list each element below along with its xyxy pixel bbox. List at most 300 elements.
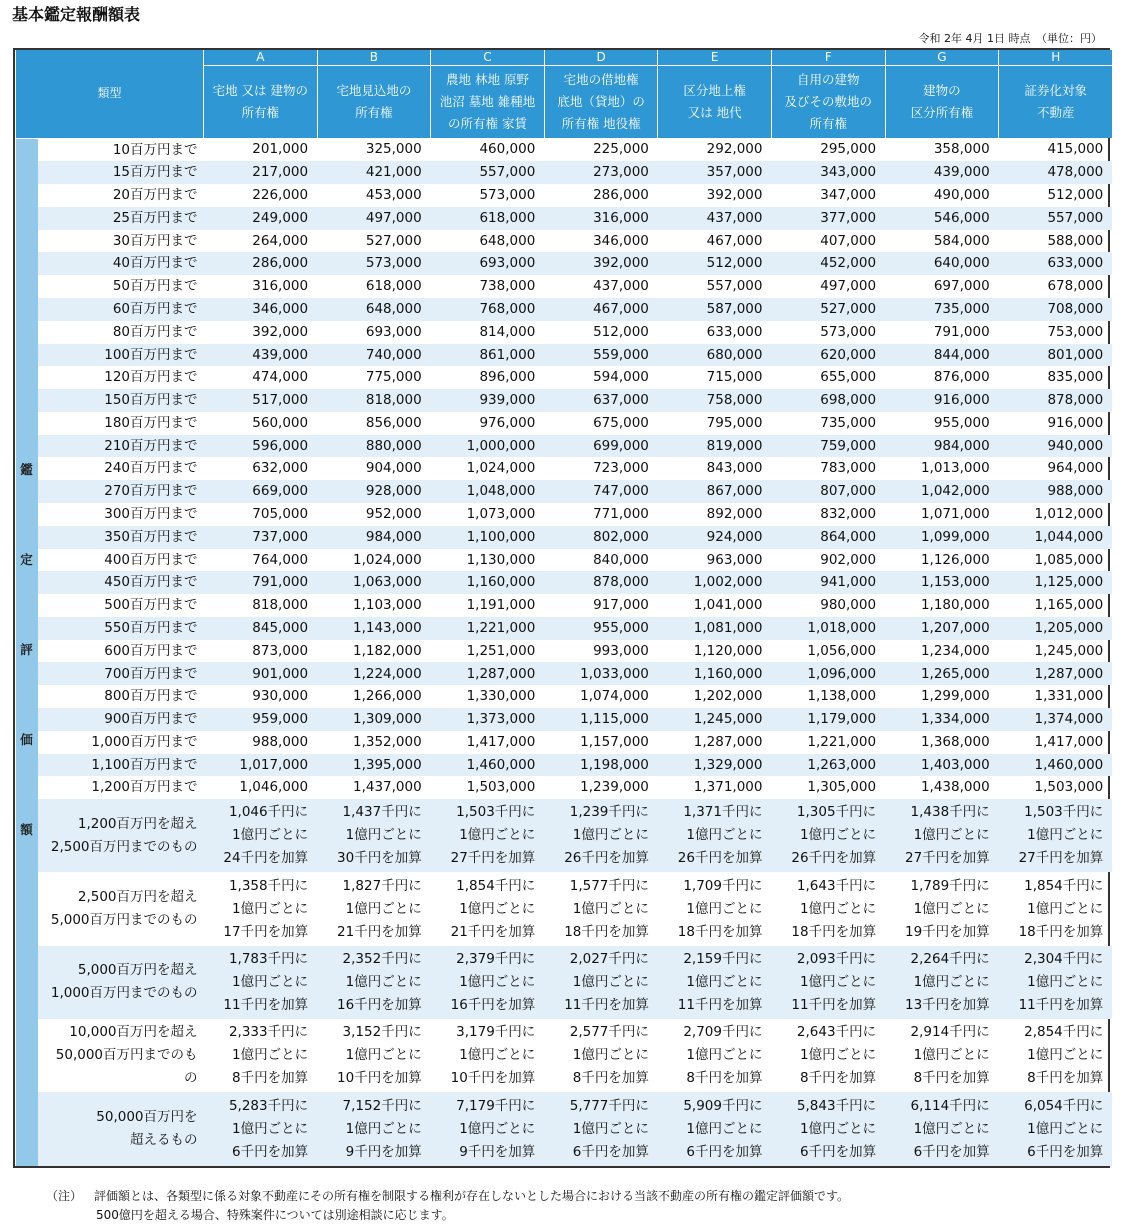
range-fee-line: 6千円を加算 [799,1143,877,1160]
fee-cell: 584,000 [933,232,990,249]
fee-cell: 930,000 [252,688,309,705]
fee-cell: 1,503,000 [466,779,536,796]
range-fee-line: 6千円を加算 [686,1143,763,1160]
table-row [16,503,1113,526]
fee-cell: 723,000 [593,460,649,477]
fee-cell: 1,309,000 [317,708,431,731]
column-header-line: 区分所有権 [910,105,974,120]
range-fee-cell [544,1019,658,1092]
range-fee-line: 2,914千円に [910,1024,990,1041]
side-label-char: 額 [20,821,33,837]
fee-cell: 1,046,000 [239,779,309,796]
range-fee-line: 1億円ごとに [572,1120,649,1137]
fee-cell: 955,000 [933,414,990,431]
table-row [16,640,1113,663]
fee-cell: 693,000 [431,252,545,275]
fee-cell: 343,000 [771,161,885,184]
fee-cell: 1,395,000 [317,754,431,777]
row-label: 1,000百万円まで [91,733,198,750]
fee-cell: 988,000 [252,733,309,750]
fee-cell: 573,000 [479,187,536,204]
fee-cell: 1,002,000 [658,571,772,594]
column-letter-b: B [317,50,431,66]
fee-cell: 896,000 [479,369,536,386]
fee-cell: 1,138,000 [807,688,877,705]
range-fee-cell [771,799,885,872]
fee-cell: 347,000 [820,187,877,204]
row-label: 30百万円まで [112,232,198,249]
range-fee-line: 1億円ごとに [1027,827,1104,844]
fee-cell: 633,000 [999,252,1113,275]
fee-cell: 467,000 [544,298,658,321]
fee-cell: 392,000 [544,252,658,275]
fee-cell: 1,207,000 [885,617,999,640]
column-header-line: 所有権 地役権 [561,116,641,131]
table-row [16,457,1113,480]
fee-table-container [13,48,1110,1168]
range-row-label [38,1019,204,1092]
range-fee-cell [544,799,658,872]
table-row [16,708,1113,731]
range-fee-cell [317,872,431,945]
range-fee-line: 3,152千円に [342,1024,422,1041]
range-fee-line: 1億円ごとに [459,827,536,844]
fee-cell: 588,000 [1047,232,1104,249]
range-fee-cell [658,799,772,872]
column-header-line: 所有権 [355,105,393,120]
fee-cell: 768,000 [431,298,545,321]
fee-cell: 295,000 [820,141,877,158]
fee-cell: 1,373,000 [431,708,545,731]
fee-cell: 669,000 [204,480,318,503]
fee-cell: 517,000 [204,389,318,412]
footnote-line-1: 評価額とは、各類型に係る対象不動産にその所有権を制限する権利が存在しないとした場合における当該不動産の所有権の鑑定評価額です。 [94,1189,850,1203]
footnote [46,1187,849,1225]
range-fee-cell [771,872,885,945]
fee-cell: 1,081,000 [658,617,772,640]
fee-cell: 439,000 [204,344,318,367]
fee-cell: 901,000 [204,662,318,685]
fee-cell: 1,041,000 [693,597,763,614]
row-label: 80百万円まで [112,323,198,340]
footnote-lead: （注） [46,1189,83,1203]
row-label: 700百万円まで [38,662,204,685]
range-fee-line: 1億円ごとに [913,827,990,844]
range-fee-line: 1億円ごとに [913,1120,990,1137]
fee-cell: 876,000 [933,369,990,386]
range-row [16,1092,1113,1166]
fee-cell: 1,042,000 [885,480,999,503]
row-label: 800百万円まで [104,688,198,705]
fee-cell: 226,000 [252,187,309,204]
fee-cell: 1,071,000 [920,506,990,523]
table-row [16,526,1113,549]
row-label: 100百万円まで [38,344,204,367]
fee-cell: 1,044,000 [999,526,1113,549]
range-fee-line: 1億円ごとに [572,973,649,990]
fee-cell: 1,063,000 [317,571,431,594]
range-fee-line: 5,843千円に [796,1097,877,1114]
fee-cell: 437,000 [658,207,772,230]
fee-cell: 358,000 [933,141,990,158]
range-label-line: 50,000百万円までのも [55,1047,198,1064]
range-fee-cell [204,872,318,945]
fee-cell: 1,120,000 [693,642,763,659]
column-header-line: 証券化対象 [1024,83,1087,98]
table-row [16,207,1113,230]
fee-cell: 546,000 [885,207,999,230]
range-fee-line: 2,577千円に [569,1024,649,1041]
range-fee-line: 1億円ごとに [345,973,422,990]
range-fee-line: 1,789千円に [910,877,990,894]
range-fee-cell [658,872,772,945]
range-fee-cell [658,946,772,1019]
range-fee-line: 3,179千円に [456,1024,536,1041]
range-fee-line: 1億円ごとに [232,1120,309,1137]
fee-cell: 802,000 [544,526,658,549]
range-fee-line: 11千円を加算 [677,996,763,1013]
column-header-line: 宅地の借地権 [563,72,639,87]
column-header-line: 又は 地代 [687,105,742,120]
fee-cell: 758,000 [658,389,772,412]
range-fee-line: 2,352千円に [342,950,422,967]
column-letter-row [16,50,1113,66]
range-fee-line: 1,854千円に [1024,877,1104,894]
fee-cell: 984,000 [317,526,431,549]
fee-cell: 818,000 [252,597,309,614]
fee-cell: 924,000 [658,526,772,549]
range-fee-cell [544,1092,658,1166]
range-fee-line: 2,264千円に [910,950,990,967]
fee-cell: 861,000 [431,344,545,367]
range-fee-line: 1,046千円に [228,804,309,821]
column-header-b [317,66,431,139]
range-fee-line: 2,027千円に [569,950,649,967]
fee-cell: 557,000 [706,278,763,295]
column-header-line: 池沼 墓地 雑種地 [439,94,536,109]
range-fee-line: 1億円ごとに [913,973,990,990]
range-fee-line: 8千円を加算 [799,1070,877,1087]
range-fee-line: 8千円を加算 [1027,1070,1104,1087]
fee-cell: 1,331,000 [1034,688,1104,705]
range-fee-line: 1,577千円に [569,877,649,894]
fee-cell: 1,374,000 [999,708,1113,731]
range-fee-line: 1億円ごとに [459,973,536,990]
fee-cell: 1,460,000 [999,754,1113,777]
range-fee-line: 1,643千円に [796,877,877,894]
range-fee-line: 2,854千円に [1024,1024,1104,1041]
row-label: 600百万円まで [104,642,198,659]
range-fee-line: 10千円を加算 [337,1070,422,1087]
fee-cell: 478,000 [999,161,1113,184]
fee-cell: 273,000 [544,161,658,184]
range-row [16,946,1113,1019]
table-row [16,412,1113,435]
range-fee-line: 2,333千円に [228,1024,309,1041]
range-fee-line: 8千円を加算 [232,1070,309,1087]
fee-cell: 453,000 [365,187,422,204]
column-header-e [658,66,772,139]
fee-cell: 439,000 [885,161,999,184]
side-label-char: 定 [20,551,33,567]
row-label: 900百万円まで [38,708,204,731]
fee-cell: 892,000 [706,506,763,523]
fee-cell: 1,100,000 [431,526,545,549]
range-fee-cell [431,799,545,872]
range-fee-line: 6千円を加算 [1027,1143,1104,1160]
range-fee-line: 16千円を加算 [337,996,422,1013]
fee-cell: 618,000 [431,207,545,230]
fee-cell: 1,073,000 [466,506,536,523]
fee-cell: 976,000 [479,414,536,431]
range-fee-line: 18千円を加算 [564,923,649,940]
fee-cell: 1,198,000 [544,754,658,777]
fee-cell: 916,000 [1047,414,1104,431]
range-fee-line: 1,709千円に [683,877,763,894]
fee-cell: 316,000 [252,278,309,295]
fee-cell: 1,417,000 [466,733,536,750]
range-fee-cell [771,946,885,1019]
range-fee-line: 7,179千円に [456,1097,536,1114]
range-fee-line: 2,379千円に [456,950,536,967]
range-fee-line: 1億円ごとに [799,1120,877,1137]
range-label-line: 50,000百万円を [96,1109,198,1126]
range-fee-line: 1億円ごとに [913,900,990,917]
fee-cell: 1,287,000 [999,662,1113,685]
range-label-line: 1,200百万円を超え [77,815,198,832]
row-label: 210百万円まで [38,435,204,458]
range-fee-cell [317,946,431,1019]
row-label: 120百万円まで [104,369,198,386]
fee-cell: 753,000 [1047,323,1104,340]
column-header-line: の所有権 家賃 [448,116,527,131]
range-fee-cell [885,946,999,1019]
fee-cell: 680,000 [658,344,772,367]
range-label-line: 5,000百万円を超え [77,962,198,979]
fee-cell: 497,000 [820,278,877,295]
range-row-label [38,946,204,1019]
fee-cell: 346,000 [204,298,318,321]
fee-cell: 928,000 [317,480,431,503]
fee-cell: 587,000 [658,298,772,321]
fee-cell: 573,000 [820,323,877,340]
range-row-label [38,799,204,872]
range-fee-line: 2,709千円に [683,1024,763,1041]
range-fee-line: 1億円ごとに [799,827,877,844]
range-fee-cell [999,799,1113,872]
table-row [16,594,1113,617]
table-row [16,685,1113,708]
fee-cell: 1,224,000 [317,662,431,685]
range-label-line: 2,500百万円までのもの [50,838,198,855]
range-fee-cell [771,1092,885,1166]
fee-cell: 1,074,000 [580,688,649,705]
fee-cell: 512,000 [593,323,649,340]
fee-cell: 648,000 [317,298,431,321]
range-fee-line: 8千円を加算 [913,1070,990,1087]
table-row [16,252,1113,275]
table-row [16,184,1113,207]
fee-cell: 559,000 [544,344,658,367]
fee-cell: 747,000 [544,480,658,503]
range-fee-line: 1億円ごとに [799,900,877,917]
range-fee-cell [544,946,658,1019]
range-fee-line: 2,304千円に [1024,950,1104,967]
fee-cell: 738,000 [479,278,536,295]
fee-cell: 845,000 [204,617,318,640]
fee-cell: 964,000 [1047,460,1104,477]
table-row [16,275,1113,298]
column-header-line: 宅地 又は 建物の [212,83,309,98]
fee-cell: 648,000 [479,232,536,249]
fee-cell: 1,056,000 [807,642,877,659]
range-fee-line: 1億円ごとに [459,1047,536,1064]
fee-cell: 1,221,000 [431,617,545,640]
column-letter-f: F [771,50,885,66]
range-fee-cell [999,1019,1113,1092]
fee-cell: 708,000 [999,298,1113,321]
range-fee-line: 1,239千円に [569,804,649,821]
table-row [16,138,1113,161]
table-row [16,366,1113,389]
fee-cell: 1,018,000 [771,617,885,640]
range-fee-line: 26千円を加算 [791,850,877,867]
fee-cell: 864,000 [771,526,885,549]
fee-cell: 1,334,000 [885,708,999,731]
range-fee-line: 11千円を加算 [223,996,309,1013]
fee-cell: 1,165,000 [1034,597,1104,614]
row-label: 350百万円まで [38,526,204,549]
range-fee-line: 2,093千円に [796,950,877,967]
table-row [16,662,1113,685]
range-fee-line: 1億円ごとに [345,827,422,844]
fee-cell: 377,000 [771,207,885,230]
range-fee-line: 1億円ごとに [345,1047,422,1064]
fee-cell: 1,352,000 [352,733,422,750]
range-fee-line: 1億円ごとに [572,900,649,917]
table-row [16,549,1113,572]
fee-cell: 705,000 [252,506,309,523]
footnote-line-2: 500億円を超える場合、特殊案件については別途相談に応じます。 [96,1208,454,1222]
fee-cell: 201,000 [252,141,309,158]
range-fee-cell [204,1092,318,1166]
fee-cell: 632,000 [252,460,309,477]
range-fee-cell [885,872,999,945]
range-fee-line: 1,371千円に [683,804,763,821]
table-row [16,617,1113,640]
fee-cell: 407,000 [820,232,877,249]
fee-cell: 557,000 [999,207,1113,230]
fee-cell: 1,329,000 [658,754,772,777]
column-header-line: 建物の [923,83,961,98]
fee-cell: 392,000 [252,323,309,340]
column-letter-g: G [885,50,999,66]
fee-cell: 783,000 [820,460,877,477]
range-fee-line: 1億円ごとに [686,1120,763,1137]
fee-cell: 832,000 [820,506,877,523]
range-fee-line: 1,854千円に [456,877,536,894]
row-label: 400百万円まで [104,551,198,568]
fee-cell: 1,191,000 [466,597,536,614]
fee-cell: 955,000 [544,617,658,640]
range-fee-cell [885,1019,999,1092]
range-fee-line: 18千円を加算 [1018,923,1104,940]
range-fee-line: 1,358千円に [228,877,309,894]
table-row [16,480,1113,503]
range-fee-line: 26千円を加算 [564,850,649,867]
range-fee-line: 1億円ごとに [232,900,309,917]
fee-cell: 1,239,000 [580,779,649,796]
table-row [16,389,1113,412]
fee-table [15,50,1112,1166]
side-label-char: 評 [20,641,33,657]
fee-cell: 286,000 [204,252,318,275]
fee-cell: 286,000 [593,187,649,204]
row-label: 1,100百万円まで [38,754,204,777]
fee-cell: 460,000 [479,141,536,158]
fee-cell: 1,013,000 [920,460,990,477]
fee-cell: 357,000 [658,161,772,184]
fee-cell: 840,000 [593,551,649,568]
range-fee-cell [317,799,431,872]
range-fee-cell [999,872,1113,945]
fee-cell: 1,033,000 [544,662,658,685]
fee-cell: 698,000 [771,389,885,412]
column-header-line: 自用の建物 [797,72,860,87]
fee-cell: 415,000 [1047,141,1104,158]
fee-cell: 1,221,000 [807,733,877,750]
fee-cell: 1,182,000 [352,642,422,659]
range-fee-line: 8千円を加算 [572,1070,649,1087]
range-fee-line: 1億円ごとに [232,1047,309,1064]
range-label-line: 超えるもの [130,1132,198,1149]
range-fee-line: 10千円を加算 [450,1070,536,1087]
fee-cell: 1,287,000 [693,733,763,750]
fee-cell: 512,000 [658,252,772,275]
fee-cell: 557,000 [431,161,545,184]
column-header-g [885,66,999,139]
fee-cell: 1,368,000 [920,733,990,750]
fee-cell: 637,000 [544,389,658,412]
range-fee-cell [204,946,318,1019]
fee-cell: 1,048,000 [431,480,545,503]
fee-cell: 1,265,000 [885,662,999,685]
fee-cell: 1,371,000 [693,779,763,796]
fee-cell: 675,000 [593,414,649,431]
range-fee-line: 21千円を加算 [450,923,536,940]
fee-cell: 1,245,000 [1034,642,1104,659]
fee-cell: 1,115,000 [544,708,658,731]
range-fee-cell [885,1092,999,1166]
range-fee-line: 11千円を加算 [564,996,649,1013]
column-letter-h: H [999,50,1113,66]
fee-cell: 474,000 [252,369,309,386]
row-label: 25百万円まで [38,207,204,230]
table-row [16,731,1113,754]
column-header-line: 及びその敷地の [784,94,873,109]
fee-cell: 1,251,000 [466,642,536,659]
row-label: 20百万円まで [112,187,198,204]
fee-cell: 1,245,000 [658,708,772,731]
fee-cell: 939,000 [431,389,545,412]
range-fee-line: 1億円ごとに [799,1047,877,1064]
fee-cell: 421,000 [317,161,431,184]
range-fee-line: 19千円を加算 [904,923,990,940]
fee-cell: 959,000 [204,708,318,731]
range-fee-cell [658,1019,772,1092]
range-fee-line: 1億円ごとに [686,973,763,990]
range-fee-line: 1億円ごとに [913,1047,990,1064]
